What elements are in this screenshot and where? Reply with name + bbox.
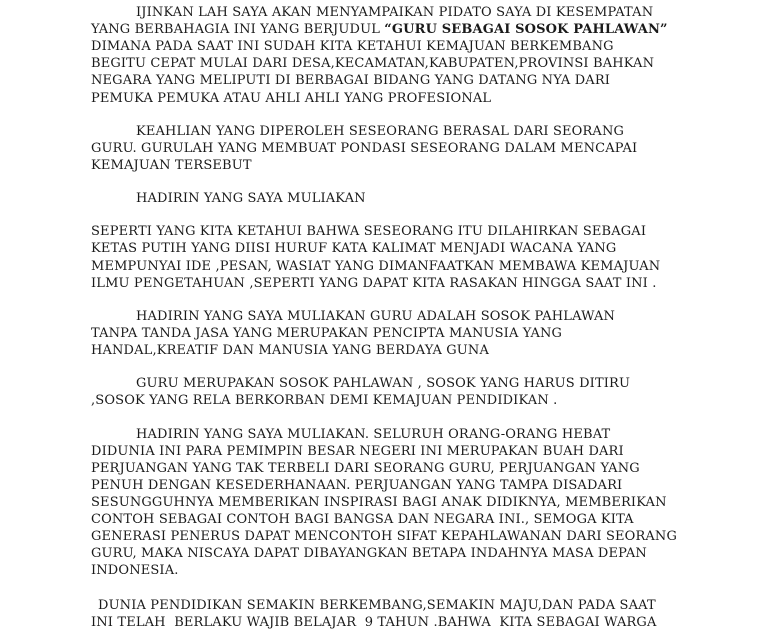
paragraph-4-line-2: KETAS PUTIH YANG DIISI HURUF KATA KALIMAT MENJADI WACANA YANG [91, 241, 617, 256]
paragraph-1-line-3: DIMANA PADA SAAT INI SUDAH KITA KETAHUI KEMAJUAN BERKEMBANG [91, 39, 614, 54]
paragraph-1-line-1: IJINKAN LAH SAYA AKAN MENYAMPAIKAN PIDATO SAYA DI KESEMPATAN [136, 5, 654, 20]
paragraph-8-line-2: INI TELAH BERLAKU WAJIB BELAJAR 9 TAHUN .BAHWA KITA SEBAGAI WARGA [91, 615, 657, 630]
paragraph-7-line-7: GENERASI PENERUS DAPAT MENCONTOH SIFAT KEPAHLAWANAN DARI SEORANG [91, 529, 677, 544]
paragraph-5-line-2: TANPA TANDA JASA YANG MERUPAKAN PENCIPTA MANUSIA YANG [91, 326, 563, 341]
paragraph-7-line-4: PENUH DENGAN KESEDERHANAAN. PERJUANGAN YANG TAMPA DISADARI [91, 478, 623, 493]
paragraph-5-line-3: HANDAL,KREATIF DAN MANUSIA YANG BERDAYA GUNA [91, 343, 489, 358]
paragraph-7-line-1: HADIRIN YANG SAYA MULIAKAN. SELURUH ORANG-ORANG HEBAT [136, 427, 611, 442]
paragraph-4-line-4: ILMU PENGETAHUAN ,SEPERTI YANG DAPAT KITA RASAKAN HINGGA SAAT INI . [91, 276, 657, 291]
paragraph-4-line-1: SEPERTI YANG KITA KETAHUI BAHWA SESEORANG ITU DILAHIRKAN SEBAGAI [91, 224, 647, 239]
paragraph-1-line-4: BEGITU CEPAT MULAI DARI DESA,KECAMATAN,KABUPATEN,PROVINSI BAHKAN [91, 56, 655, 71]
paragraph-7-line-5: SESUNGGUHNYA MEMBERIKAN INSPIRASI BAGI ANAK DIDIKNYA, MEMBERIKAN [91, 495, 667, 510]
paragraph-2-line-1: KEAHLIAN YANG DIPEROLEH SESEORANG BERASAL DARI SEORANG [136, 124, 625, 139]
paragraph-2-line-3: KEMAJUAN TERSEBUT [91, 158, 252, 173]
paragraph-8-line-1: DUNIA PENDIDIKAN SEMAKIN BERKEMBANG,SEMAKIN MAJU,DAN PADA SAAT [98, 598, 656, 613]
paragraph-3-line-1: HADIRIN YANG SAYA MULIAKAN [136, 191, 366, 206]
speech-title: “GURU SEBAGAI SOSOK PAHLAWAN” [384, 22, 668, 37]
paragraph-2-line-2: GURU. GURULAH YANG MEMBUAT PONDASI SESEORANG DALAM MENCAPAI [91, 141, 638, 156]
paragraph-7-line-9: INDONESIA. [91, 563, 179, 578]
paragraph-7-line-2: DIDUNIA INI PARA PEMIMPIN BESAR NEGERI INI MERUPAKAN BUAH DARI [91, 444, 624, 459]
paragraph-6-line-1: GURU MERUPAKAN SOSOK PAHLAWAN , SOSOK YANG HARUS DITIRU [136, 376, 631, 391]
paragraph-5-line-1: HADIRIN YANG SAYA MULIAKAN GURU ADALAH SOSOK PAHLAWAN [136, 309, 616, 324]
paragraph-1-line-6: PEMUKA PEMUKA ATAU AHLI AHLI YANG PROFESIONAL [91, 91, 492, 106]
paragraph-7-line-6: CONTOH SEBAGAI CONTOH BAGI BANGSA DAN NEGARA INI., SEMOGA KITA [91, 512, 634, 527]
paragraph-1-line-2 [91, 21, 668, 38]
paragraph-6-line-2: ,SOSOK YANG RELA BERKORBAN DEMI KEMAJUAN PENDIDIKAN . [91, 393, 558, 408]
paragraph-1-line-2-text: YANG BERBAHAGIA INI YANG BERJUDUL [91, 22, 385, 37]
paragraph-7-line-3: PERJUANGAN YANG TAK TERBELI DARI SEORANG GURU, PERJUANGAN YANG [91, 461, 640, 476]
paragraph-1-line-5: NEGARA YANG MELIPUTI DI BERBAGAI BIDANG YANG DATANG NYA DARI [91, 73, 611, 88]
paragraph-4-line-3: MEMPUNYAI IDE ,PESAN, WASIAT YANG DIMANFAATKAN MEMBAWA KEMAJUAN [91, 259, 661, 274]
paragraph-7-line-8: GURU, MAKA NISCAYA DAPAT DIBAYANGKAN BETAPA INDAHNYA MASA DEPAN [91, 546, 647, 561]
